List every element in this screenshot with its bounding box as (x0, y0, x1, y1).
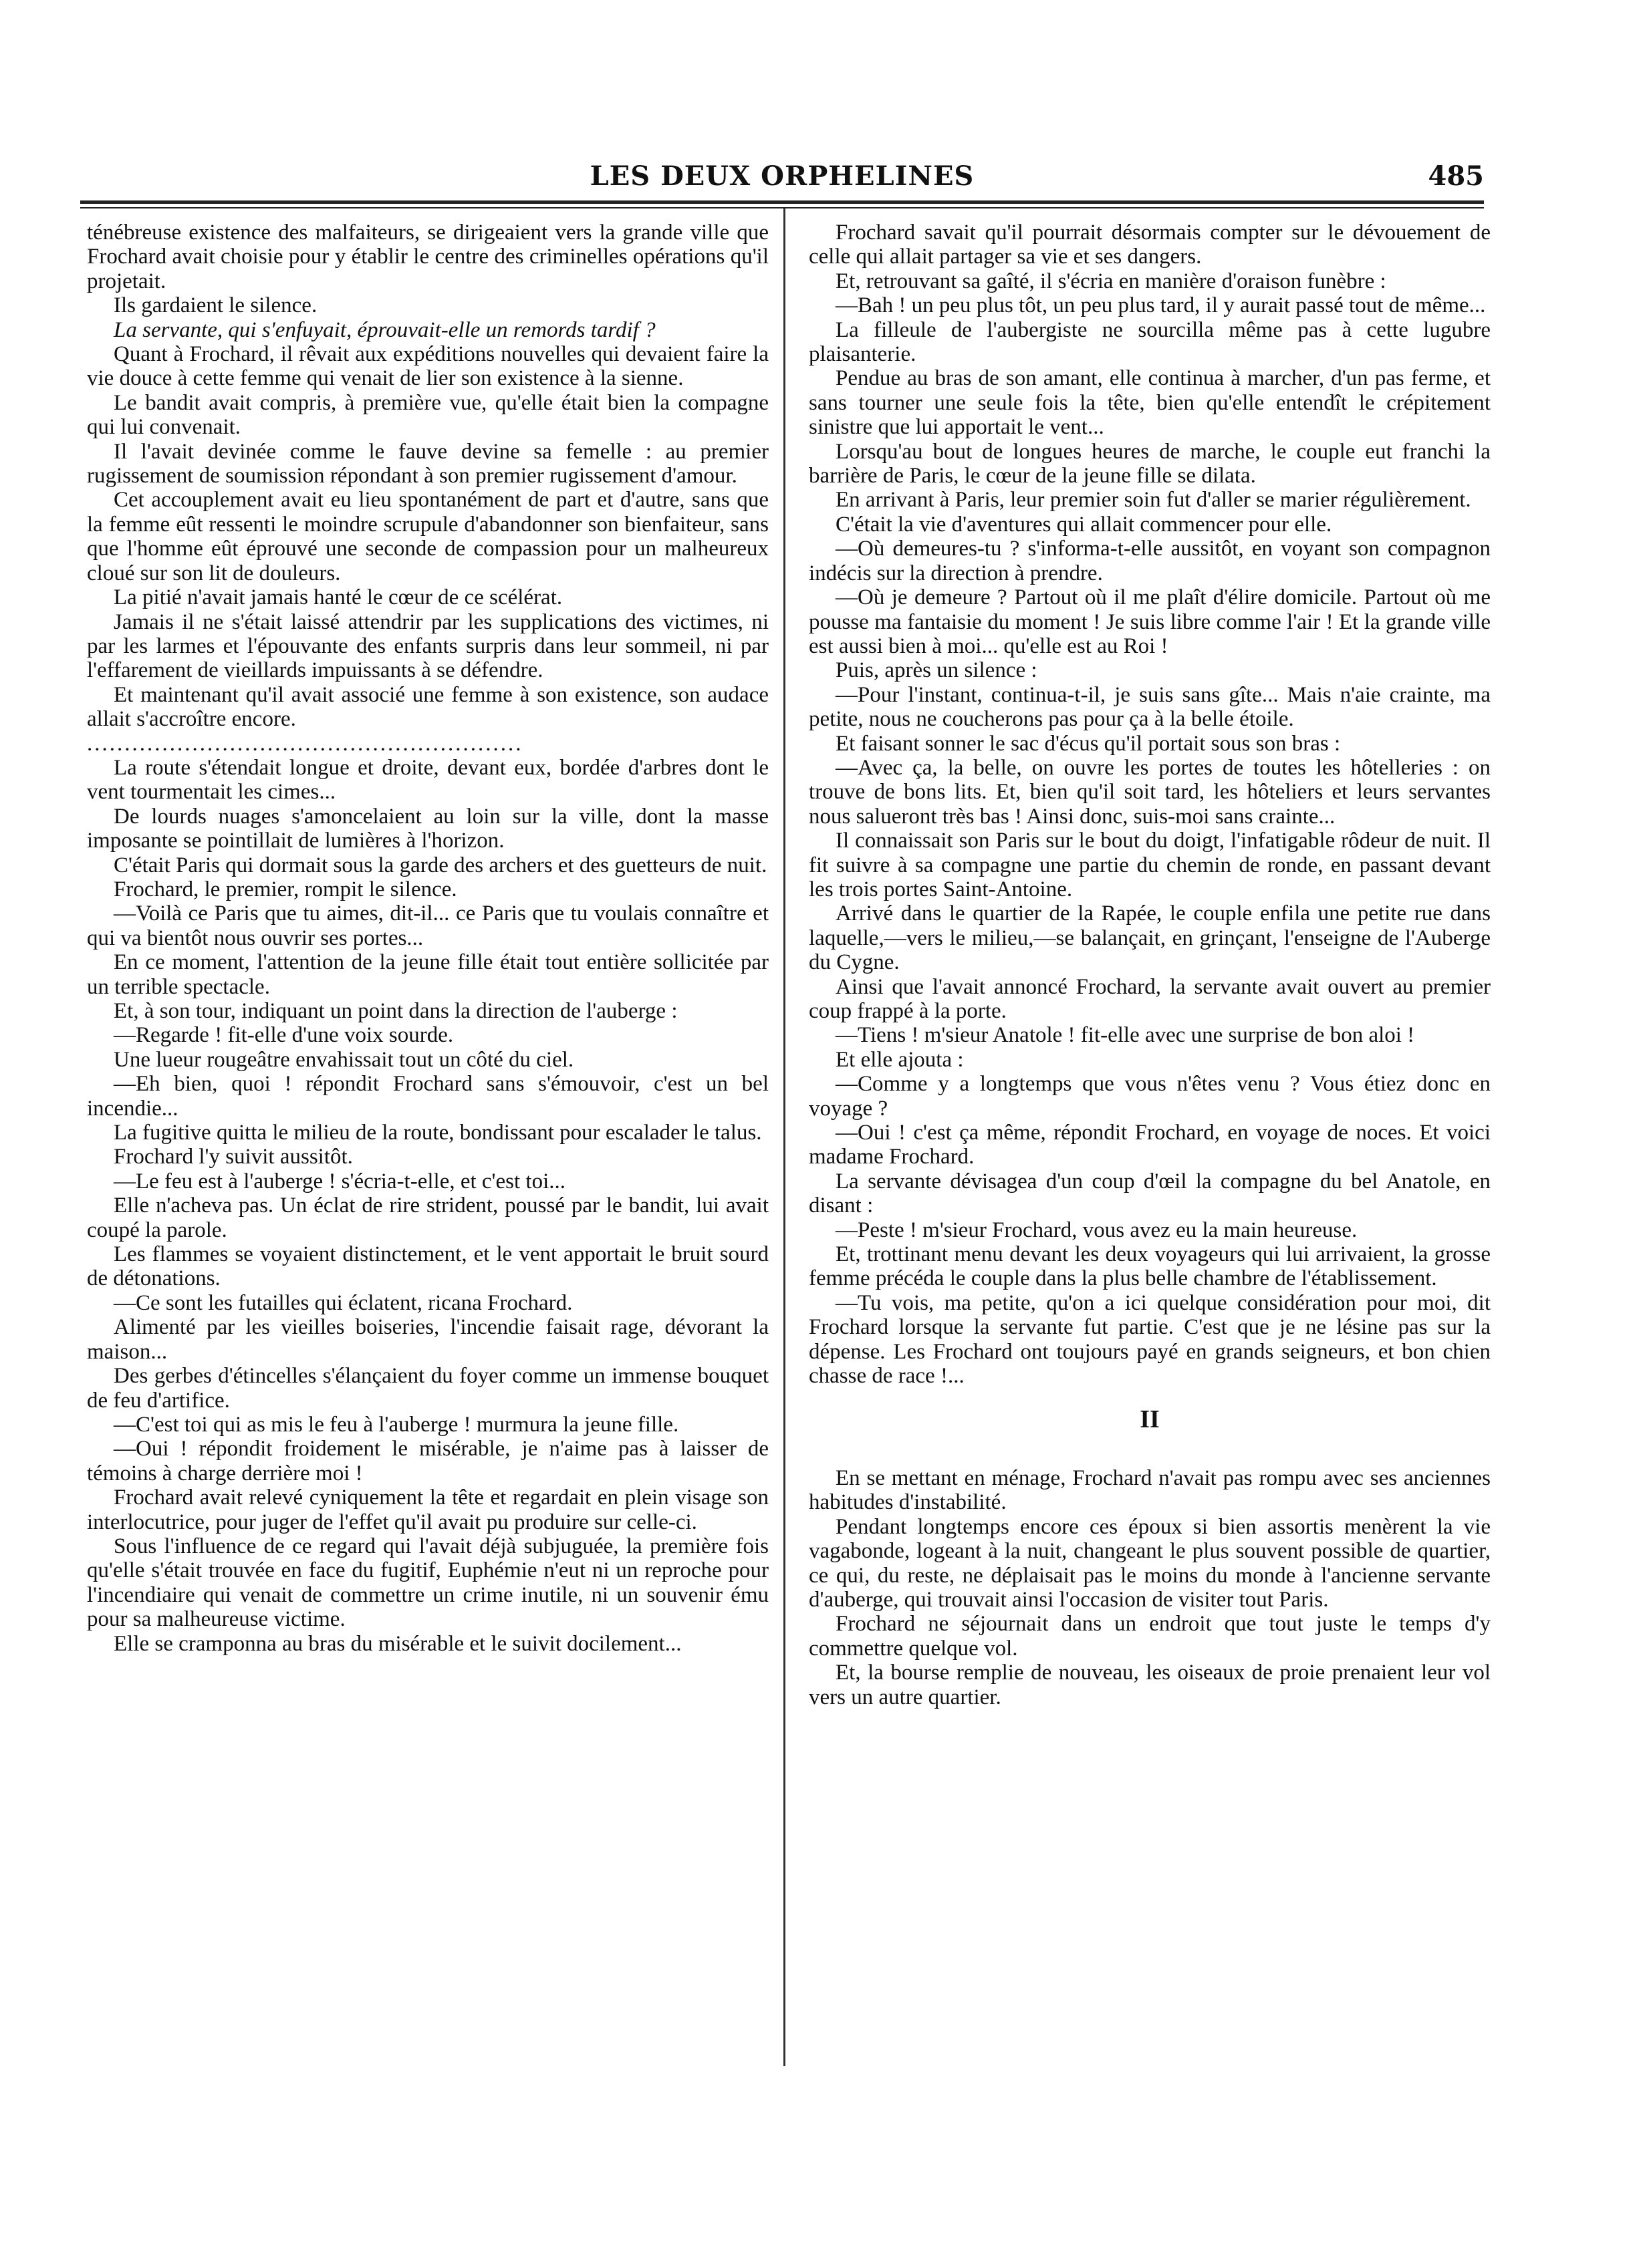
paragraph: La fugitive quitta le milieu de la route, bondissant pour escalader le talus. (114, 1121, 762, 1145)
paragraph: —Bah ! un peu plus tôt, un peu plus tard, il y aurait passé tout de même... (836, 293, 1486, 318)
paragraph: Frochard, le premier, rompit le silence. (114, 877, 457, 901)
page-header (80, 160, 1484, 200)
paragraph: Et, à son tour, indiquant un point dans la direction de l'auberge : (114, 999, 678, 1023)
paragraph: Et elle ajouta : (836, 1047, 964, 1072)
paragraph: Le bandit avait compris, à première vue, qu'elle était bien la compagne qui lui convenait. (87, 390, 769, 440)
paragraph: Cet accouplement avait eu lieu spontanément de part et d'autre, sans que la femme eût ressenti le moindre scrupule d'abandonner son bienfaiteur, sans que l'homme eût éprouvé une seconde de compassion pour un malheureux cloué sur son lit de douleurs. (87, 488, 769, 585)
paragraph: La servante, qui s'enfuyait, éprouvait-elle un remords tardif ? (114, 317, 656, 342)
right-column (809, 221, 1491, 2065)
paragraph: Ainsi que l'avait annoncé Frochard, la servante avait ouvert au premier coup frappé à la porte. (809, 974, 1491, 1023)
paragraph: —Voilà ce Paris que tu aimes, dit-il... ce Paris que tu voulais connaître et qui va bientôt nous ouvrir ses portes... (87, 901, 769, 950)
paragraph: Et, la bourse remplie de nouveau, les oiseaux de proie prenaient leur vol vers un autre quartier. (809, 1661, 1491, 1709)
paragraph: Elle se cramponna au bras du misérable et le suivit docilement... (114, 1631, 682, 1656)
paragraph: —Avec ça, la belle, on ouvre les portes de toutes les hôtelleries : on trouve de bons lits. Et, bien qu'il soit tard, les hôteliers et leurs servantes nous salueront très bas ! Ainsi donc, suis-moi sans crainte... (809, 755, 1491, 829)
paragraph: —Le feu est à l'auberge ! s'écria-t-elle, et c'est toi... (114, 1169, 566, 1193)
paragraph: Elle n'acheva pas. Un éclat de rire strident, poussé par le bandit, lui avait coupé la parole. (87, 1193, 769, 1242)
paragraph: La servante dévisagea d'un coup d'œil la compagne du bel Anatole, en disant : (809, 1169, 1491, 1218)
paragraph: Des gerbes d'étincelles s'élançaient du foyer comme un immense bouquet de feu d'artifice. (87, 1364, 769, 1413)
paragraph: —Regarde ! fit-elle d'une voix sourde. (114, 1023, 454, 1048)
paragraph: C'était la vie d'aventures qui allait commencer pour elle. (836, 512, 1332, 537)
paragraph: Et faisant sonner le sac d'écus qu'il portait sous son bras : (836, 731, 1341, 756)
paragraph: Une lueur rougeâtre envahissait tout un côté du ciel. (114, 1047, 574, 1072)
paragraph: Arrivé dans le quartier de la Rapée, le couple enfila une petite rue dans laquelle,—vers le milieu,—se balançait, en grinçant, l'enseigne de l'Auberge du Cygne. (809, 901, 1491, 975)
paragraph: Jamais il ne s'était laissé attendrir par les supplications des victimes, ni par les larmes et l'épouvante des enfants surpris dans leur sommeil, ni par l'effarement de vieillards impuissants à se défendre. (87, 609, 769, 683)
left-column (87, 221, 769, 2065)
paragraph: —Où demeures-tu ? s'informa-t-elle aussitôt, en voyant son compagnon indécis sur la direction à prendre. (809, 537, 1491, 585)
paragraph: —Comme y a longtemps que vous n'êtes venu ? Vous étiez donc en voyage ? (809, 1072, 1491, 1121)
paragraph: —Où je demeure ? Partout où il me plaît d'élire domicile. Partout où me pousse ma fantaisie du moment ! Je suis libre comme l'air ! Et la grande ville est aussi bien à moi... qu'elle est au Roi ! (809, 585, 1491, 658)
paragraph: En arrivant à Paris, leur premier soin fut d'aller se marier régulièrement. (836, 488, 1471, 513)
section-heading: II (1140, 1405, 1160, 1433)
paragraph: Et, trottinant menu devant les deux voyageurs qui lui arrivaient, la grosse femme précéda le couple dans la plus belle chambre de l'établissement. (809, 1242, 1491, 1291)
paragraph: Pendant longtemps encore ces époux si bien assortis menèrent la vie vagabonde, logeant à la nuit, changeant le plus souvent possible de quartier, ce qui, du reste, ne déplaisait pas le moins du monde à l'ancienne servante d'auberge, qui trouvait ainsi l'occasion de visiter tout Paris. (809, 1514, 1491, 1612)
paragraph: —Tiens ! m'sieur Anatole ! fit-elle avec une surprise de bon aloi ! (836, 1023, 1415, 1048)
paragraph: Il connaissait son Paris sur le bout du doigt, l'infatigable rôdeur de nuit. Il fit suivre à sa compagne une partie du chemin de ronde, en passant devant les trois portes Saint-Antoine. (809, 829, 1491, 901)
paragraph: Pendue au bras de son amant, elle continua à marcher, d'un pas ferme, et sans tourner une seule fois la tête, bien qu'elle entendît le crépitement sinistre que lui apportait le vent... (809, 366, 1491, 440)
paragraph: —Pour l'instant, continua-t-il, je suis sans gîte... Mais n'aie crainte, ma petite, nous ne coucherons pas pour ça à la belle étoile. (809, 682, 1491, 732)
paragraph: —Tu vois, ma petite, qu'on a ici quelque considération pour moi, dit Frochard lorsque la servante fut partie. C'est que je ne lésine pas sur la dépense. Les Frochard ont toujours payé en grands seigneurs, et bon chien chasse de race !... (809, 1290, 1491, 1389)
running-title: LES DEUX ORPHELINES (590, 160, 975, 192)
paragraph: Lorsqu'au bout de longues heures de marche, le couple eut franchi la barrière de Paris, le cœur de la jeune fille se dilata. (809, 439, 1491, 488)
paragraph: Frochard ne séjournait dans un endroit que tout juste le temps d'y commettre quelque vol. (809, 1612, 1491, 1661)
paragraph: Frochard avait relevé cyniquement la tête et regardait en plein visage son interlocutrice, pour juger de l'effet qu'il avait pu produire sur celle-ci. (87, 1485, 769, 1534)
paragraph: Sous l'influence de ce regard qui l'avait déjà subjuguée, la première fois qu'elle s'était trouvée en face du fugitif, Euphémie n'eut ni un reproche pour l'incendiaire qui venait de commettre un crime inutile, ni un souvenir ému pour sa malheureuse victime. (87, 1534, 769, 1632)
paragraph: C'était Paris qui dormait sous la garde des archers et des guetteurs de nuit. (114, 853, 767, 877)
paragraph: Il l'avait devinée comme le fauve devine sa femelle : au premier rugissement de soumission répondant à son premier rugissement d'amour. (87, 439, 769, 488)
paragraph: —Oui ! c'est ça même, répondit Frochard, en voyage de noces. Et voici madame Frochard. (809, 1121, 1491, 1169)
page-number: 485 (1428, 160, 1484, 192)
paragraph: Ils gardaient le silence. (114, 293, 318, 318)
dotted-separator: .......................................................... (87, 731, 523, 756)
paragraph: La pitié n'avait jamais hanté le cœur de ce scélérat. (114, 585, 563, 610)
column-divider (783, 208, 785, 2066)
paragraph: Et, retrouvant sa gaîté, il s'écria en manière d'oraison funèbre : (836, 269, 1386, 293)
paragraph: Alimenté par les vieilles boiseries, l'incendie faisait rage, dévorant la maison... (87, 1315, 769, 1364)
paragraph: —C'est toi qui as mis le feu à l'auberge ! murmura la jeune fille. (114, 1412, 679, 1437)
paragraph: La route s'étendait longue et droite, devant eux, bordée d'arbres dont le vent tourmentait les cimes... (87, 755, 769, 805)
paragraph: —Ce sont les futailles qui éclatent, ricana Frochard. (114, 1290, 573, 1315)
header-rule-thin (80, 207, 1484, 208)
paragraph: Frochard savait qu'il pourrait désormais compter sur le dévouement de celle qui allait partager sa vie et ses dangers. (809, 221, 1491, 269)
paragraph: —Eh bien, quoi ! répondit Frochard sans s'émouvoir, c'est un bel incendie... (87, 1072, 769, 1121)
paragraph: Frochard l'y suivit aussitôt. (114, 1145, 353, 1169)
paragraph: En ce moment, l'attention de la jeune fille était tout entière sollicitée par un terrible spectacle. (87, 950, 769, 999)
paragraph: —Peste ! m'sieur Frochard, vous avez eu la main heureuse. (836, 1218, 1358, 1242)
paragraph: Quant à Frochard, il rêvait aux expéditions nouvelles qui devaient faire la vie douce à cette femme qui venait de lier son existence à la sienne. (87, 342, 769, 391)
paragraph: La filleule de l'aubergiste ne sourcilla même pas à cette lugubre plaisanterie. (809, 317, 1491, 367)
paragraph: ténébreuse existence des malfaiteurs, se dirigeaient vers la grande ville que Frochard avait choisie pour y établir le centre des criminelles opérations qu'il projetait. (87, 221, 769, 293)
paragraph: Puis, après un silence : (836, 658, 1037, 683)
paragraph: De lourds nuages s'amoncelaient au loin sur la ville, dont la masse imposante se pointillait de lumières à l'horizon. (87, 804, 769, 853)
header-rule-thick (80, 200, 1484, 204)
paragraph: En se mettant en ménage, Frochard n'avait pas rompu avec ses anciennes habitudes d'instabilité. (809, 1465, 1491, 1515)
paragraph: —Oui ! répondit froidement le misérable, je n'aime pas à laisser de témoins à charge derrière moi ! (87, 1437, 769, 1485)
paragraph: Et maintenant qu'il avait associé une femme à son existence, son audace allait s'accroître encore. (87, 682, 769, 732)
paragraph: Les flammes se voyaient distinctement, et le vent apportait le bruit sourd de détonations. (87, 1242, 769, 1291)
